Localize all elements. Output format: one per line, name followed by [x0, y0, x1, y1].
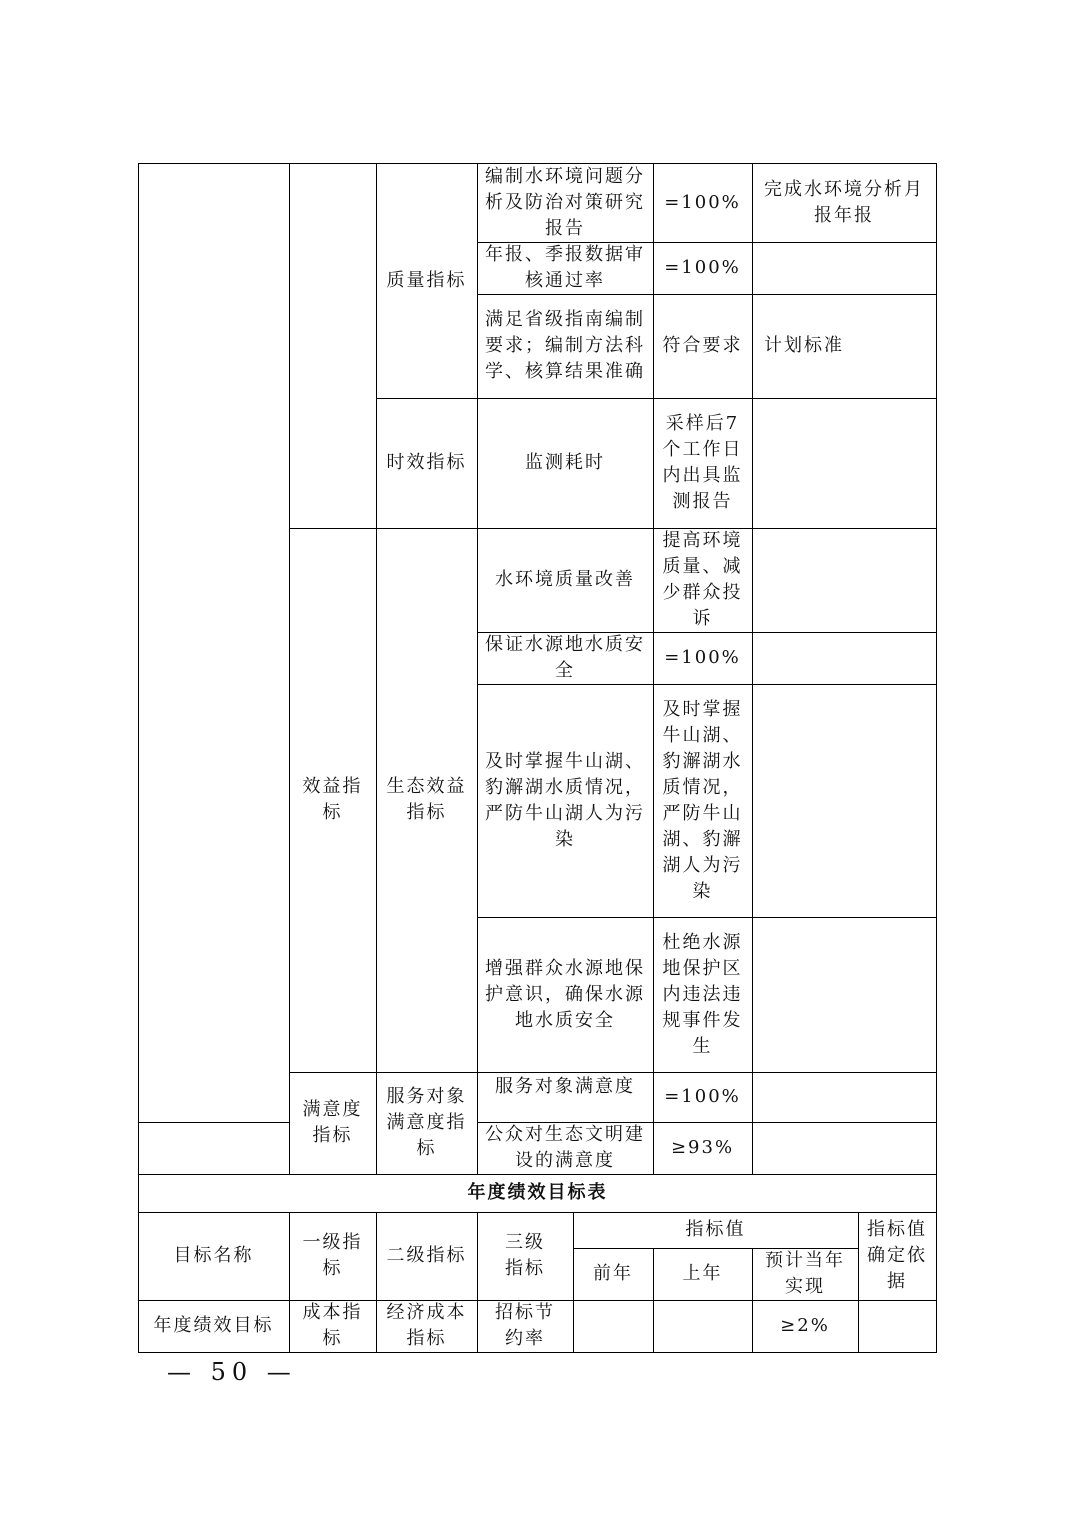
indicator-cell: 公众对生态文明建设的满意度 [485, 1124, 645, 1171]
group-benefit-l2: 生态效益指标 [386, 776, 467, 823]
value-cell: =100% [664, 191, 741, 213]
group-timeliness: 时效指标 [386, 452, 467, 473]
row-target-name: 年度绩效目标 [153, 1315, 274, 1336]
indicator-cell: 监测耗时 [525, 452, 605, 473]
header-expected: 预计当年实现 [765, 1250, 845, 1297]
value-cell: 杜绝水源地保护区内违法违规事件发生 [662, 931, 743, 1057]
value-cell: 采样后7个工作日内出具监测报告 [662, 413, 743, 512]
group-satisfaction-l1: 满意度指标 [302, 1099, 363, 1146]
group-satisfaction-l2: 服务对象满意度指标 [386, 1086, 467, 1159]
indicator-cell: 保证水源地水质安全 [485, 634, 645, 681]
header-last-year: 上年 [682, 1263, 723, 1284]
indicator-cell: 增强群众水源地保护意识，确保水源地水质安全 [485, 957, 645, 1031]
value-cell: 及时掌握牛山湖、豹澥湖水质情况，严防牛山湖、豹澥湖人为污染 [662, 698, 743, 902]
row-level2: 经济成本指标 [386, 1302, 467, 1349]
indicator-cell: 编制水环境问题分析及防治对策研究报告 [485, 165, 645, 239]
indicator-cell: 满足省级指南编制要求；编制方法科学、核算结果准确 [485, 309, 645, 382]
page-number: — 50 — [167, 1358, 297, 1386]
value-cell: 符合要求 [662, 335, 743, 356]
header-level3: 三级指标 [505, 1232, 545, 1279]
group-quality: 质量指标 [386, 269, 467, 291]
header-prev-year: 前年 [593, 1263, 633, 1284]
annual-table-title: 年度绩效目标表 [467, 1182, 608, 1203]
header-level2: 二级指标 [386, 1245, 467, 1266]
value-cell: =100% [664, 647, 741, 668]
indicator-cell: 年报、季报数据审核通过率 [485, 244, 645, 291]
header-basis: 指标值确定依据 [867, 1219, 927, 1292]
value-cell: =100% [664, 1086, 741, 1107]
basis-cell: 完成水环境分析月报年报 [764, 179, 924, 226]
row-expected: ≥2% [780, 1315, 830, 1336]
indicator-cell: 水环境质量改善 [495, 569, 635, 590]
indicator-cell: 服务对象满意度 [495, 1076, 635, 1097]
row-level3: 招标节约率 [495, 1302, 555, 1349]
value-cell: =100% [664, 257, 741, 278]
indicator-cell: 及时掌握牛山湖、豹澥湖水质情况，严防牛山湖人为污染 [485, 750, 645, 850]
header-level1: 一级指标 [302, 1232, 363, 1279]
value-cell: ≥93% [670, 1137, 735, 1158]
row-level1: 成本指标 [302, 1302, 363, 1349]
header-target-name: 目标名称 [173, 1245, 254, 1266]
header-value: 指标值 [685, 1219, 746, 1240]
basis-cell: 计划标准 [764, 335, 844, 356]
value-cell: 提高环境质量、减少群众投诉 [662, 530, 743, 629]
group-benefit-l1: 效益指标 [302, 776, 363, 823]
